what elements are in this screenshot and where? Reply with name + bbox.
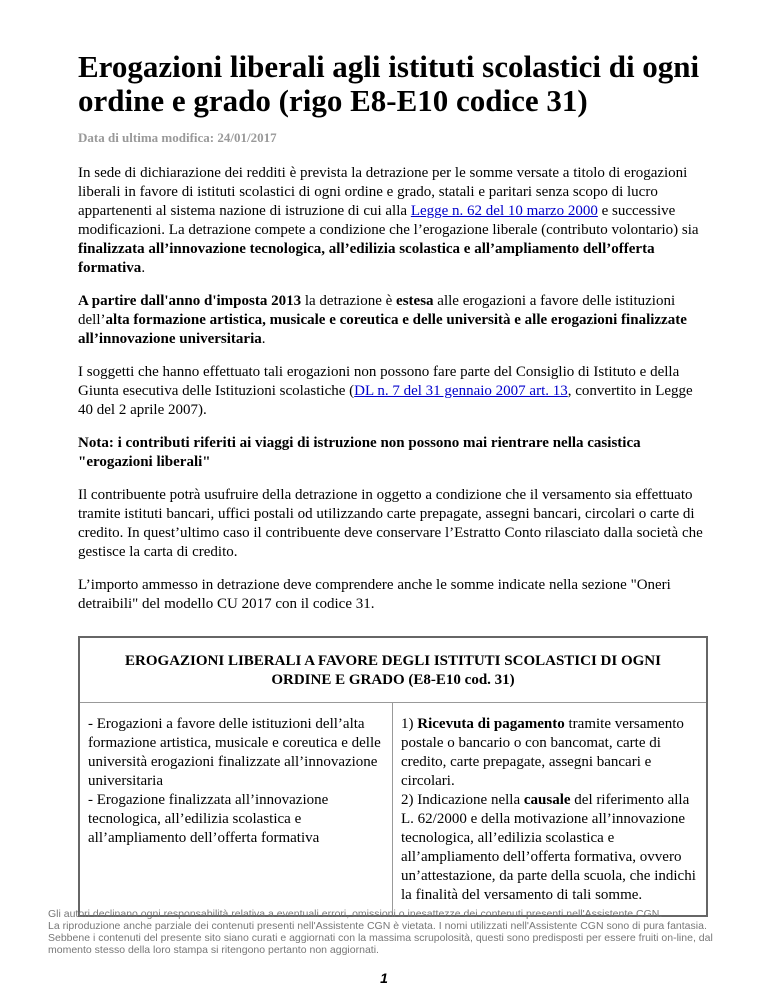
law-62-2000-link[interactable]: Legge n. 62 del 10 marzo 2000	[410, 203, 598, 219]
page-title: Erogazioni liberali agli istituti scolastici di ogni ordine e grado (rigo E8-E10 codice 31)	[78, 49, 700, 118]
paragraph-nota	[78, 434, 708, 472]
table-cell-documenti	[393, 703, 706, 915]
text: , convertito in Legge 40 del 2 aprile 2007).	[78, 383, 693, 418]
table-cell-erogazioni	[80, 703, 393, 915]
text: In sede di dichiarazione dei redditi è prevista la detrazione per le somme versate a titolo di erogazioni liberali in favore di istituti scolastici di ogni ordine e grado, statali e paritari senza scopo di lucro appartenenti al sistema nazione di istruzione di cui alla	[78, 165, 688, 219]
disclaimer-line: Sebbene i contenuti del presente sito siano curati e aggiornati con la massima scrupolosità, questi sono predisposti per essere fruiti on-line, dal momento stesso della loro stampa si ritengono pertanto non aggiornati.	[48, 932, 713, 956]
text: .	[141, 260, 146, 276]
last-modified-date: Data di ultima modifica: 24/01/2017	[78, 130, 277, 145]
text: alle erogazioni a favore delle istituzioni dell’	[78, 293, 676, 328]
disclaimer-line: La riproduzione anche parziale dei contenuti presenti nell'Assistente CGN è vietata. I nomi utilizzati nell'Assistente CGN sono di pura fantasia.	[48, 920, 707, 932]
table-header: EROGAZIONI LIBERALI A FAVORE DEGLI ISTITUTI SCOLASTICI DI OGNI ORDINE E GRADO (E8-E10 cod. 31)	[80, 638, 706, 703]
text: del riferimento alla L. 62/2000 e della motivazione all’innovazione tecnologica, all’edilizia scolastica e all’ampliamento dell’offerta formativa, ovvero un’attestazione, da parte della scuola, che indichi la finalità del versamento di tali somme.	[401, 792, 696, 903]
paragraph-contribuente: Il contribuente potrà usufruire della detrazione in oggetto a condizione che il versamento sia effettuato tramite istituti bancari, uffici postali od utilizzando carte prepagate, assegni bancari, circolari o carte di credito. In quest’ultimo caso il contribuente deve conservare l’Estratto Conto rilasciato dalla società che gestisce la carta di credito.	[78, 487, 703, 560]
documento-item-2	[401, 791, 698, 905]
paragraph-importo: L’importo ammesso in detrazione deve comprendere anche le somme indicate nella sezione "Oneri detraibili" del modello CU 2017 con il codice 31.	[78, 577, 671, 612]
dl-7-2007-link[interactable]: DL n. 7 del 31 gennaio 2007 art. 13	[354, 383, 568, 399]
paragraph-2013	[78, 292, 708, 349]
bold-text: Ricevuta di pagamento	[417, 716, 565, 732]
document-content	[78, 50, 708, 917]
disclaimer-footer	[48, 908, 738, 956]
paragraph-intro	[78, 164, 708, 278]
text: .	[261, 331, 266, 347]
requirements-table	[78, 636, 708, 917]
page-number: 1	[380, 970, 388, 986]
erogazione-item-2: - Erogazione finalizzata all’innovazione tecnologica, all’edilizia scolastica e all’ampliamento dell’offerta formativa	[88, 792, 329, 846]
nota-text: Nota: i contributi riferiti ai viaggi di istruzione non possono mai rientrare nella casistica "erogazioni liberali"	[78, 435, 641, 470]
bold-text: estesa	[396, 293, 434, 309]
text: I soggetti che hanno effettuato tali erogazioni non possono fare parte del Consiglio di Istituto e della Giunta esecutiva delle Istituzioni scolastiche (	[78, 364, 680, 399]
bold-text: A partire dall'anno d'imposta 2013	[78, 293, 302, 309]
bold-text: causale	[523, 792, 571, 808]
bold-text: alta formazione artistica, musicale e coreutica e delle università e alle erogazioni finalizzate all’innovazione universitaria	[78, 312, 687, 347]
text: 1)	[401, 716, 418, 732]
table-row	[80, 703, 706, 915]
bold-text: finalizzata all’innovazione tecnologica, all’edilizia scolastica e all’ampliamento dell’offerta formativa	[78, 241, 655, 276]
erogazione-item-1: - Erogazioni a favore delle istituzioni dell’alta formazione artistica, musicale e coreutica e delle università erogazioni finalizzate all’innovazione universitaria	[88, 716, 381, 789]
text: e successive modificazioni. La detrazione compete a condizione che l’erogazione liberale (contributo volontario) sia	[78, 203, 699, 238]
documento-item-1	[401, 715, 698, 791]
text: tramite versamento postale o bancario o con bancomat, carte di credito, carte prepagate, assegni bancari e circolari.	[401, 716, 684, 789]
disclaimer-line: Gli autori declinano ogni responsabilità relativa a eventuali errori, omissioni o inesattezze dei contenuti presenti nell'Assistente CGN.	[48, 908, 663, 920]
text: 2) Indicazione nella	[401, 792, 524, 808]
text: la detrazione è	[301, 293, 397, 309]
paragraph-soggetti	[78, 363, 708, 420]
